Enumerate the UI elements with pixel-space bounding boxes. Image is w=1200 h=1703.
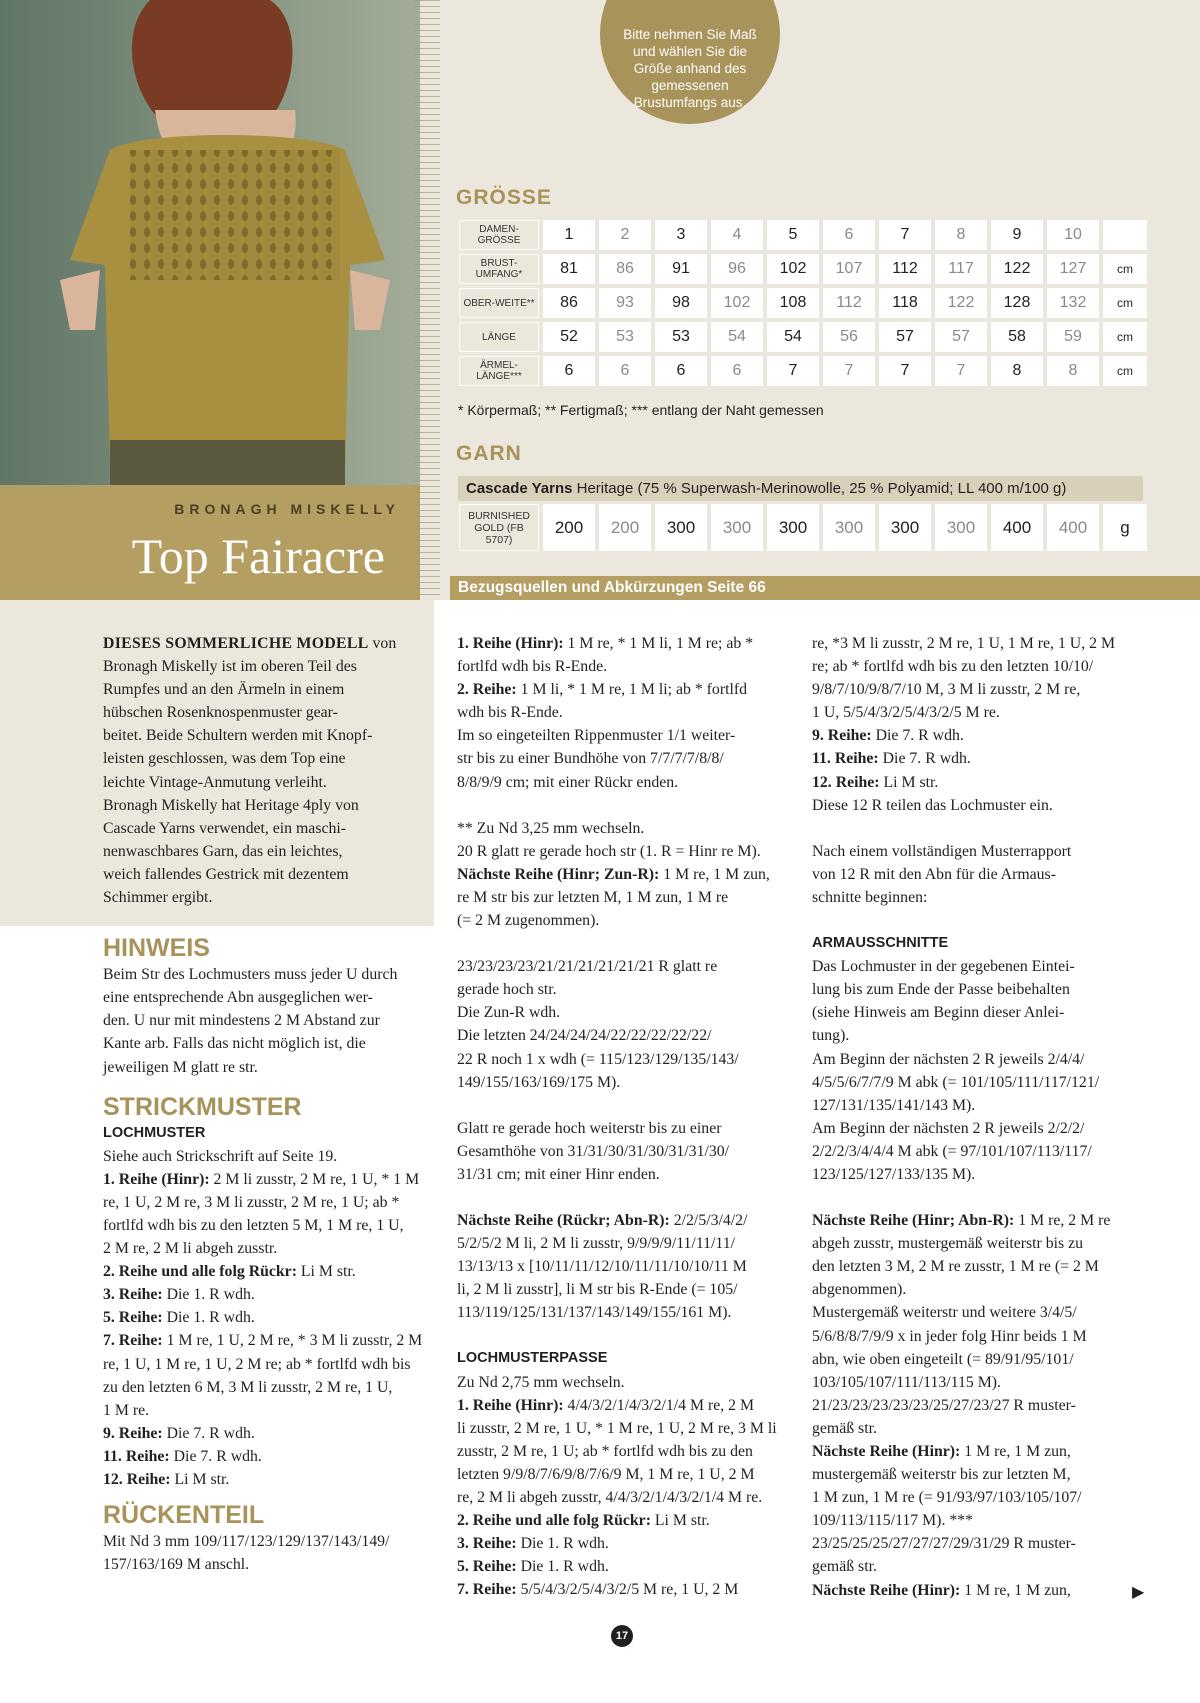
body-instructions <box>457 955 792 1094</box>
row-label: 1. Reihe (Hinr): <box>457 1396 564 1414</box>
yarn-amount: 300 <box>655 504 707 551</box>
intro-line: Bronagh Miskelly hat Heritage 4ply von <box>103 796 359 814</box>
column-3 <box>812 632 1145 1625</box>
row-text: Li M str. <box>650 1512 710 1530</box>
column-1 <box>103 632 433 1599</box>
size-cell: 127 <box>1047 254 1099 284</box>
size-cell: 117 <box>935 254 987 284</box>
size-table <box>455 216 1151 390</box>
size-cell: 5 <box>767 220 819 250</box>
size-cell: 6 <box>711 356 763 386</box>
row-text: Die 1. R wdh. <box>516 1558 609 1576</box>
lochmuster-subtitle: LOCHMUSTER <box>103 1124 206 1141</box>
size-cell: 7 <box>879 220 931 250</box>
pattern-line <box>457 1578 792 1601</box>
pattern-line: 127/131/135/141/143 M). <box>812 1096 976 1114</box>
size-row-label: BRUST-UMFANG* <box>459 254 539 284</box>
yarn-amount: 300 <box>823 504 875 551</box>
size-cell: 3 <box>655 220 707 250</box>
spiral-divider <box>414 0 440 600</box>
intro-line: Rumpfes und an den Ärmeln in einem <box>103 681 345 699</box>
row-label: 12. Reihe: <box>812 773 880 791</box>
row-text: Die 1. R wdh. <box>162 1309 255 1327</box>
size-cell: 81 <box>543 254 595 284</box>
size-cell: 53 <box>655 322 707 352</box>
row-label: 7. Reihe: <box>103 1332 163 1350</box>
row-text: Die 1. R wdh. <box>162 1286 255 1304</box>
row-label: 2. Reihe und alle folg Rückr: <box>457 1512 651 1530</box>
model-illustration <box>0 0 420 485</box>
row-label: 2. Reihe und alle folg Rückr: <box>103 1263 297 1281</box>
intro-text <box>103 632 433 909</box>
pattern-line: abn, wie oben eingeteilt (= 89/91/95/101/ <box>812 1350 1074 1368</box>
intro-line: Cascade Yarns verwendet, ein maschi- <box>103 819 347 837</box>
intro-line: hübschen Rosenknospenmuster gear- <box>103 704 338 722</box>
pattern-line: mustergemäß weiterstr bis zur letzten M, <box>812 1466 1071 1484</box>
pattern-line: zu den letzten 6 M, 3 M li zusstr, 2 M re, 1 U, <box>103 1378 393 1396</box>
row-text: Die 7. R wdh. <box>871 727 964 745</box>
pattern-line <box>812 1579 1145 1602</box>
next-page-arrow-icon[interactable]: ▶ <box>1132 1584 1145 1601</box>
pattern-line: abgeh zusstr, mustergemäß weiterstr bis zu <box>812 1235 1084 1253</box>
hinweis-line: den. U nur mit mindestens 2 M Abstand zur <box>103 1012 380 1030</box>
hinweis-line: jeweiligen M glatt re str. <box>103 1058 258 1076</box>
size-cell: 112 <box>879 254 931 284</box>
row-text: Die 7. R wdh. <box>169 1447 262 1465</box>
row-label: 11. Reihe: <box>812 750 879 768</box>
yarn-table <box>455 500 1151 555</box>
pattern-line: 2 M re, 2 M li abgeh zusstr. <box>103 1240 278 1258</box>
size-cell: 58 <box>991 322 1043 352</box>
pattern-line: re, 2 M li abgeh zusstr, 4/4/3/2/1/4/3/2/1/4 M re. <box>457 1489 763 1506</box>
body-instructions <box>457 817 792 932</box>
size-cell: 112 <box>823 288 875 318</box>
pattern-line: 113/119/125/131/137/143/149/155/161 M). <box>457 1304 732 1322</box>
yarn-amount: 300 <box>935 504 987 551</box>
size-cell: 102 <box>711 288 763 318</box>
pattern-line: gerade hoch str. <box>457 981 557 999</box>
yarn-details: Heritage (75 % Superwash-Merinowolle, 25 % Polyamid; LL 400 m/100 g) <box>572 480 1067 497</box>
pattern-line: den letzten 3 M, 2 M re zusstr, 1 M re (= 2 M <box>812 1258 1099 1276</box>
intro-line: leisten geschlossen, was dem Top eine <box>103 750 346 768</box>
strickmuster-title: STRICKMUSTER <box>103 1092 302 1121</box>
model-photo <box>0 0 420 485</box>
pattern-line <box>103 1168 433 1191</box>
row-label: 5. Reihe: <box>103 1309 163 1327</box>
lochmusterpasse-subtitle: LOCHMUSTERPASSE <box>457 1350 608 1367</box>
row-label: 1. Reihe (Hinr): <box>457 635 564 652</box>
pattern-line: fortlfd wdh bis zu den letzten 5 M, 1 M re, 1 U, <box>103 1216 404 1234</box>
size-note: * Körpermaß; ** Fertigmaß; *** entlang der Naht gemessen <box>458 402 824 418</box>
pattern-line: re M str bis zur letzten M, 1 M zun, 1 M re <box>457 888 729 906</box>
yarn-amount: 200 <box>599 504 651 551</box>
pattern-line: re, 1 U, 1 M re, 1 U, 2 M re; ab * fortlfd wdh bis <box>103 1355 411 1373</box>
pattern-line: 1 M re. <box>103 1401 150 1419</box>
intro-line: weich fallendes Gestrick mit dezentem <box>103 865 349 883</box>
rueckenteil-title: RÜCKENTEIL <box>103 1501 265 1530</box>
pattern-line: 123/125/127/133/135 M). <box>812 1165 976 1183</box>
pattern-line: Diese 12 R teilen das Lochmuster ein. <box>812 796 1053 814</box>
pattern-line <box>103 1306 433 1329</box>
pattern-line <box>457 1532 792 1555</box>
row-label: Nächste Reihe (Hinr; Zun-R): <box>457 865 660 883</box>
pattern-line: 23/23/23/23/21/21/21/21/21/21 R glatt re <box>457 958 718 976</box>
pattern-line <box>812 747 1142 770</box>
size-cell: 56 <box>823 322 875 352</box>
row-text: 1 M re, 1 M zun, <box>659 865 770 883</box>
yarn-amount: 400 <box>991 504 1043 551</box>
pattern-line: 2/2/2/3/4/4/4 M abk (= 97/101/107/113/117/ <box>812 1142 1092 1160</box>
title-block <box>0 485 420 600</box>
row-label: 9. Reihe: <box>103 1424 163 1442</box>
pattern-line: str bis zu einer Bundhöhe von 7/7/7/7/8/8/ <box>457 750 724 768</box>
pattern-line: 20 R glatt re gerade hoch str (1. R = Hinr re M). <box>457 842 761 860</box>
pattern-line: li, 2 M li zusstr], li M str bis R-Ende (= 105/ <box>457 1281 738 1299</box>
row-text: 1 M re, 2 M re <box>1014 1212 1111 1230</box>
size-cell: 98 <box>655 288 707 318</box>
size-row <box>459 322 1147 352</box>
yarn-amount: 300 <box>879 504 931 551</box>
row-label: Nächste Reihe (Hinr; Abn-R): <box>812 1212 1015 1230</box>
size-cell: 57 <box>935 322 987 352</box>
row-label: Nächste Reihe (Hinr): <box>812 1443 961 1460</box>
pattern-line: li zusstr, 2 M re, 1 U, * 1 M re, 1 U, 2 M re, 3 M li <box>457 1419 777 1437</box>
pattern-line: 23/25/25/25/27/27/27/29/31/29 R muster- <box>812 1535 1076 1553</box>
row-label: 2. Reihe: <box>457 681 517 699</box>
size-cell: 7 <box>879 356 931 386</box>
size-row-label: LÄNGE <box>459 322 539 352</box>
size-cell: 1 <box>543 220 595 250</box>
size-cell: 96 <box>711 254 763 284</box>
intro-lead: DIESES SOMMERLICHE MODELL <box>103 635 369 652</box>
yoke-instructions-cont <box>812 632 1142 817</box>
pattern-line: 1 U, 5/5/4/3/2/5/4/3/2/5 M re. <box>812 704 1000 722</box>
size-cell: 8 <box>935 220 987 250</box>
row-label: 9. Reihe: <box>812 727 872 745</box>
pattern-line <box>457 678 792 701</box>
pattern-line: Die Zun-R wdh. <box>457 1004 561 1022</box>
pattern-line: abgenommen). <box>812 1281 907 1299</box>
pattern-line <box>103 1260 433 1283</box>
armhole-decrease <box>812 1209 1145 1602</box>
size-row <box>459 220 1147 250</box>
row-label: 7. Reihe: <box>457 1581 517 1599</box>
page-number: 17 <box>611 1625 633 1647</box>
pattern-line: tung). <box>812 1027 850 1045</box>
pattern-line: fortlfd wdh bis R-Ende. <box>457 658 608 676</box>
size-cell: 86 <box>543 288 595 318</box>
pattern-line: Nach einem vollständigen Musterrapport <box>812 842 1072 860</box>
pattern-line: lung bis zum Ende der Passe beibehalten <box>812 981 1070 999</box>
hinweis-line: eine entsprechende Abn ausgeglichen wer- <box>103 989 373 1007</box>
hinweis-text <box>103 963 433 1078</box>
pattern-line: Zu Nd 2,75 mm wechseln. <box>457 1373 625 1391</box>
size-cell: 108 <box>767 288 819 318</box>
yarn-unit: g <box>1103 504 1147 551</box>
pattern-line: 5/6/8/8/7/9/9 x in jeder folg Hinr beids 1 M <box>812 1327 1087 1345</box>
intro-line: nenwaschbares Garn, das ein leichtes, <box>103 842 343 860</box>
pattern-line: 4/5/5/6/7/7/9 M abk (= 101/105/111/117/121/ <box>812 1073 1100 1091</box>
armausschnitte-subtitle: ARMAUSSCHNITTE <box>812 935 949 952</box>
size-cell: 7 <box>823 356 875 386</box>
size-cell: 52 <box>543 322 595 352</box>
pattern-line <box>457 1509 792 1532</box>
pattern-line <box>812 724 1142 747</box>
row-text: Li M str. <box>170 1471 230 1488</box>
yarn-section-title: GARN <box>456 442 522 465</box>
size-cell: 128 <box>991 288 1043 318</box>
hinweis-line: Beim Str des Lochmusters muss jeder U durch <box>103 966 398 984</box>
row-text: 1 M li, * 1 M re, 1 M li; ab * fortlfd <box>516 681 748 699</box>
intro-line-text: von <box>368 635 397 652</box>
size-cell: 122 <box>935 288 987 318</box>
pattern-line: 8/8/9/9 cm; mit einer Rückr enden. <box>457 773 679 791</box>
pattern-line: 157/163/169 M anschl. <box>103 1556 250 1574</box>
row-label: 1. Reihe (Hinr): <box>103 1170 210 1188</box>
pattern-line <box>103 1283 433 1306</box>
column-2 <box>457 632 792 1624</box>
row-text: Die 1. R wdh. <box>516 1535 609 1553</box>
row-text: 2 M li zusstr, 2 M re, 1 U, * 1 M <box>209 1170 420 1188</box>
pattern-line: zusstr, 2 M re, 1 U; ab * fortlfd wdh bis zu den <box>457 1442 753 1460</box>
yarn-color-label: BURNISHED GOLD (FB 5707) <box>459 504 539 551</box>
size-cell: 122 <box>991 254 1043 284</box>
row-text: 1 M re, * 1 M li, 1 M re; ab * <box>563 635 754 652</box>
pattern-line: Im so eingeteilten Rippenmuster 1/1 weiter- <box>457 727 736 745</box>
body-instructions <box>457 1117 792 1186</box>
size-cell: 86 <box>599 254 651 284</box>
pattern-line <box>103 1445 433 1468</box>
rib-instructions <box>457 632 792 794</box>
yarn-amount: 300 <box>711 504 763 551</box>
size-cell: 54 <box>767 322 819 352</box>
pattern-title: Top Fairacre <box>131 528 385 584</box>
pattern-line: gemäß str. <box>812 1419 877 1437</box>
row-label: 3. Reihe: <box>457 1535 517 1553</box>
source-reference-bar: Bezugsquellen und Abkürzungen Seite 66 <box>450 576 1200 600</box>
size-cell: 132 <box>1047 288 1099 318</box>
size-section-title: GRÖSSE <box>456 186 552 209</box>
size-unit: cm <box>1103 254 1147 284</box>
pattern-line: Das Lochmuster in der gegebenen Eintei- <box>812 958 1075 976</box>
size-cell: 6 <box>599 356 651 386</box>
pattern-line: 1 M zun, 1 M re (= 91/93/97/103/105/107/ <box>812 1489 1082 1507</box>
intro-line: Bronagh Miskelly ist im oberen Teil des <box>103 658 357 676</box>
yarn-amount: 300 <box>767 504 819 551</box>
pattern-line <box>812 1209 1142 1232</box>
row-label: Nächste Reihe (Hinr): <box>812 1581 961 1599</box>
row-label: 5. Reihe: <box>457 1558 517 1576</box>
pattern-line: 149/155/163/169/175 M). <box>457 1073 621 1091</box>
size-unit <box>1103 220 1147 250</box>
pattern-line: 109/113/115/117 M). *** <box>812 1512 974 1530</box>
pattern-line: Die letzten 24/24/24/24/22/22/22/22/22/ <box>457 1027 712 1045</box>
pattern-line: Gesamthöhe von 31/31/30/31/30/31/31/30/ <box>457 1142 730 1160</box>
pattern-line <box>457 1555 792 1578</box>
size-cell: 7 <box>767 356 819 386</box>
size-cell: 10 <box>1047 220 1099 250</box>
row-text: 2/2/5/3/4/2/ <box>669 1211 748 1229</box>
pattern-line: letzten 9/9/8/7/6/9/8/7/6/9 M, 1 M re, 1 U, 2 M <box>457 1465 755 1483</box>
size-cell: 93 <box>599 288 651 318</box>
pattern-line <box>457 632 792 655</box>
designer-name: BRONAGH MISKELLY <box>174 501 400 517</box>
row-text: Die 7. R wdh. <box>162 1424 255 1442</box>
pattern-line <box>103 1422 433 1445</box>
pattern-line: 21/23/23/23/23/23/25/27/23/27 R muster- <box>812 1396 1076 1414</box>
intro-line: beitet. Beide Schultern werden mit Knopf- <box>103 727 373 745</box>
size-cell: 107 <box>823 254 875 284</box>
body-instructions <box>457 1209 792 1324</box>
intro-line: leichte Vintage-Anmutung verleiht. <box>103 773 327 791</box>
hinweis-title: HINWEIS <box>103 934 210 963</box>
yarn-amount: 200 <box>543 504 595 551</box>
size-cell: 6 <box>655 356 707 386</box>
pattern-line: 13/13/13 x [10/11/11/12/10/11/11/10/10/11 M <box>457 1258 747 1276</box>
size-cell: 57 <box>879 322 931 352</box>
pattern-line: Glatt re gerade hoch weiterstr bis zu einer <box>457 1119 722 1137</box>
pattern-line: 103/105/107/111/113/115 M). <box>812 1373 1001 1391</box>
pattern-line <box>457 1394 792 1417</box>
pattern-line: Mit Nd 3 mm 109/117/123/129/137/143/149/ <box>103 1533 390 1551</box>
yarn-brand: Cascade Yarns <box>466 480 573 497</box>
lochmuster-text <box>103 1145 433 1491</box>
size-row-label: DAMEN-GRÖSSE <box>459 220 539 250</box>
yarn-amount: 400 <box>1047 504 1099 551</box>
row-text: Die 7. R wdh. <box>878 750 971 768</box>
pattern-line <box>812 771 1142 794</box>
size-unit: cm <box>1103 288 1147 318</box>
size-hint-circle: Bitte nehmen Sie Maß und wählen Sie die Größe anhand des gemessenen Brustumfangs aus. <box>600 0 780 124</box>
size-cell: 8 <box>991 356 1043 386</box>
row-text: 5/5/4/3/2/5/4/3/2/5 M re, 1 U, 2 M <box>516 1581 739 1599</box>
pattern-line: re; ab * fortlfd wdh bis zu den letzten 10/10/ <box>812 658 1094 676</box>
pattern-line: 5/2/5/2 M li, 2 M li zusstr, 9/9/9/9/11/11/11/ <box>457 1235 736 1253</box>
size-cell: 9 <box>991 220 1043 250</box>
row-text: 1 M re, 1 M zun, <box>960 1443 1071 1460</box>
size-cell: 2 <box>599 220 651 250</box>
pattern-line: von 12 R mit den Abn für die Armaus- <box>812 865 1056 883</box>
intro-line <box>103 632 433 655</box>
pattern-line <box>103 1329 433 1352</box>
pattern-line <box>457 1209 792 1232</box>
armhole-intro <box>812 840 1142 909</box>
pattern-line: Am Beginn der nächsten 2 R jeweils 2/4/4/ <box>812 1050 1085 1068</box>
row-label: 11. Reihe: <box>103 1447 170 1465</box>
size-unit: cm <box>1103 356 1147 386</box>
yarn-row <box>459 504 1147 551</box>
row-label: 3. Reihe: <box>103 1286 163 1304</box>
size-row <box>459 254 1147 284</box>
pattern-line: (siehe Hinweis am Beginn dieser Anlei- <box>812 1004 1065 1022</box>
pattern-line: Am Beginn der nächsten 2 R jeweils 2/2/2/ <box>812 1119 1085 1137</box>
size-cell: 7 <box>935 356 987 386</box>
size-cell: 6 <box>823 220 875 250</box>
pattern-line: 22 R noch 1 x wdh (= 115/123/129/135/143/ <box>457 1050 739 1068</box>
yoke-instructions <box>457 1371 792 1602</box>
row-label: 12. Reihe: <box>103 1471 171 1488</box>
size-cell: 59 <box>1047 322 1099 352</box>
size-cell: 53 <box>599 322 651 352</box>
size-cell: 102 <box>767 254 819 284</box>
pattern-line: Siehe auch Strickschrift auf Seite 19. <box>103 1147 338 1165</box>
pattern-line: gemäß str. <box>812 1558 877 1576</box>
row-text: 1 M re, 1 U, 2 M re, * 3 M li zusstr, 2 M <box>162 1332 423 1350</box>
size-row <box>459 356 1147 386</box>
size-cell: 118 <box>879 288 931 318</box>
row-label: Nächste Reihe (Rückr; Abn-R): <box>457 1211 670 1229</box>
pattern-line <box>457 863 792 886</box>
size-cell: 6 <box>543 356 595 386</box>
pattern-line <box>103 1468 433 1491</box>
row-text: Li M str. <box>296 1263 356 1281</box>
pattern-line: Mustergemäß weiterstr und weitere 3/4/5/ <box>812 1304 1077 1322</box>
size-row-label: OBER-WEITE** <box>459 288 539 318</box>
pattern-line: schnitte beginnen: <box>812 888 928 906</box>
size-unit: cm <box>1103 322 1147 352</box>
size-row <box>459 288 1147 318</box>
intro-line: Schimmer ergibt. <box>103 889 213 907</box>
size-cell: 4 <box>711 220 763 250</box>
size-cell: 54 <box>711 322 763 352</box>
pattern-line: (= 2 M zugenommen). <box>457 912 600 930</box>
rueckenteil-text <box>103 1530 433 1576</box>
size-cell: 91 <box>655 254 707 284</box>
pattern-line: wdh bis R-Ende. <box>457 704 563 722</box>
row-text: 1 M re, 1 M zun, <box>960 1581 1071 1599</box>
pattern-line: ** Zu Nd 3,25 mm wechseln. <box>457 819 645 837</box>
pattern-line: re, *3 M li zusstr, 2 M re, 1 U, 1 M re, 1 U, 2 M <box>812 635 1115 652</box>
armhole-instructions <box>812 955 1142 1186</box>
row-text: 4/4/3/2/1/4/3/2/1/4 M re, 2 M <box>563 1396 755 1414</box>
size-row-label: ÄRMEL-LÄNGE*** <box>459 356 539 386</box>
pattern-line: 9/8/7/10/9/8/7/10 M, 3 M li zusstr, 2 M re, <box>812 681 1081 699</box>
pattern-line: re, 1 U, 2 M re, 3 M li zusstr, 2 M re, 1 U; ab * <box>103 1193 400 1211</box>
size-cell: 8 <box>1047 356 1099 386</box>
pattern-line <box>812 1440 1142 1463</box>
pattern-line: 31/31 cm; mit einer Hinr enden. <box>457 1165 660 1183</box>
hinweis-line: Kante arb. Falls das nicht möglich ist, die <box>103 1035 366 1053</box>
yarn-description <box>458 476 1143 501</box>
row-text: Li M str. <box>879 773 939 791</box>
